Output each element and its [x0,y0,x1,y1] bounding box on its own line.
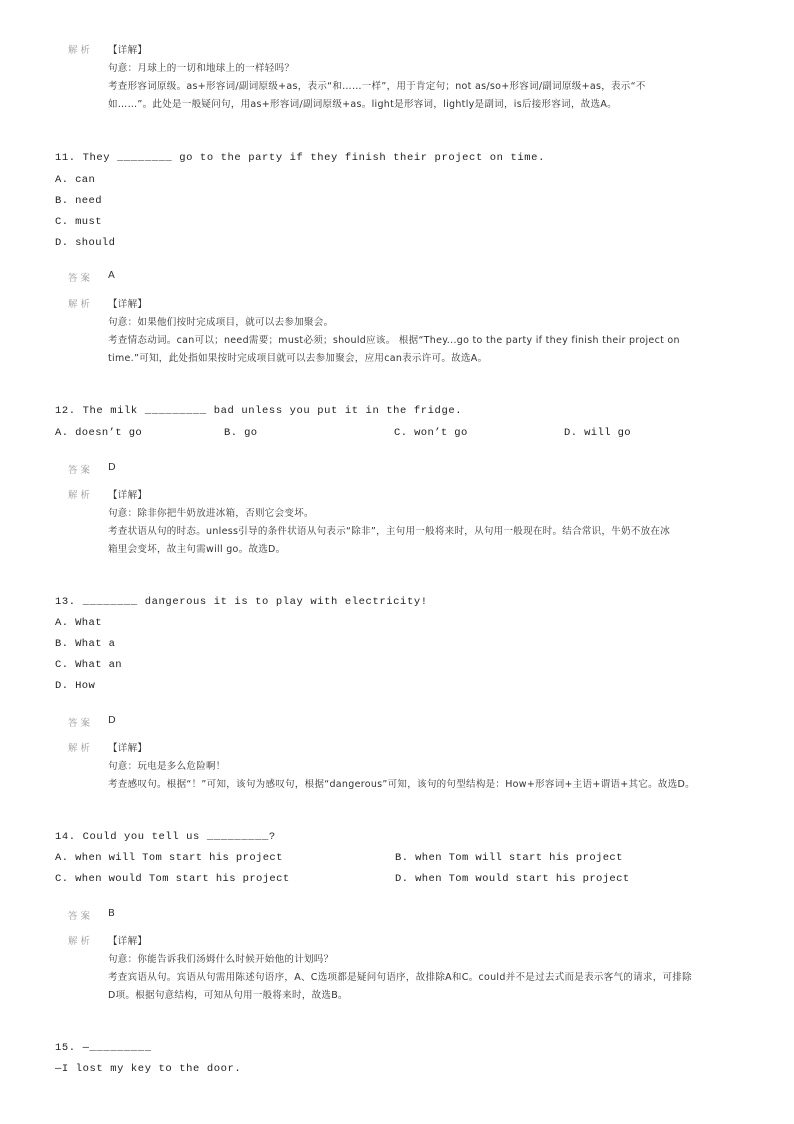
option-d[interactable]: D. should [55,237,116,249]
explanation-line: time.”可知，此处指如果按时完成项目就可以去参加聚会，应用can表示许可。故选A。 [108,353,488,364]
explanation-line: 考查宾语从句。宾语从句需用陈述句语序，A、C选项都是疑问句语序，故排除A和C。could并不是过去式而是表示客气的请求，可排除 [108,972,692,983]
explanation-line: 如……”。此处是一般疑问句，用as+形容词/副词原级+as。light是形容词，lightly是副词，is后接形容词，故选A。 [108,99,617,110]
option-c[interactable]: C. when would Tom start his project [55,873,290,885]
detail-heading: 【详解】 [108,936,148,947]
analysis-label: 解析 [68,490,94,501]
option-b[interactable]: B. when Tom will start his project [395,852,623,864]
detail-heading: 【详解】 [108,299,148,310]
dialogue-line: —I lost my key to the door. [55,1063,242,1075]
explanation-line: 句意：玩电是多么危险啊！ [108,761,226,772]
analysis-label: 解析 [68,299,94,310]
explanation-line: 考查状语从句的时态。unless引导的条件状语从句表示“除非”，主句用一般将来时，从句用一般现在时。结合常识，牛奶不放在冰 [108,526,671,537]
answer-label: 答案 [68,465,94,476]
question-stem: 15. —_________ [55,1042,152,1054]
option-c[interactable]: C. won’t go [394,427,468,439]
question-stem: 11. They ________ go to the party if they finish their project on time. [55,152,545,164]
option-a[interactable]: A. What [55,617,102,629]
analysis-label: 解析 [68,743,94,754]
explanation-line: 句意：如果他们按时完成项目，就可以去参加聚会。 [108,317,334,328]
answer-label: 答案 [68,718,94,729]
explanation-line: 句意：月球上的一切和地球上的一样轻吗？ [108,63,295,74]
question-stem: 14. Could you tell us _________? [55,831,276,843]
detail-heading: 【详解】 [108,45,148,56]
explanation-line: 句意：你能告诉我们汤姆什么时候开始他的计划吗？ [108,954,334,965]
question-stem: 13. ________ dangerous it is to play with electricity! [55,596,428,608]
answer-value: A [108,270,115,281]
option-d[interactable]: D. when Tom would start his project [395,873,630,885]
detail-heading: 【详解】 [108,743,148,754]
option-b[interactable]: B. need [55,195,102,207]
explanation-line: 箱里会变坏，故主句需will go。故选D。 [108,544,286,555]
analysis-label: 解析 [68,936,94,947]
answer-value: D [108,462,116,473]
answer-label: 答案 [68,911,94,922]
question-stem: 12. The milk _________ bad unless you put it in the fridge. [55,405,463,417]
analysis-label: 解析 [68,45,94,56]
answer-label: 答案 [68,273,94,284]
detail-heading: 【详解】 [108,490,148,501]
answer-value: D [108,715,116,726]
explanation-line: 考查情态动词。can可以；need需要；must必须；should应该。 根据“They...go to the party if they finish their project on [108,335,680,346]
explanation-line: D项。根据句意结构，可知从句用一般将来时，故选B。 [108,990,348,1001]
explanation-line: 考查感叹句。根据“！”可知，该句为感叹句，根据“dangerous”可知，该句的句型结构是：How+形容词+主语+谓语+其它。故选D。 [108,779,695,790]
option-a[interactable]: A. doesn’t go [55,427,143,439]
option-b[interactable]: B. go [224,427,258,439]
option-a[interactable]: A. can [55,174,96,186]
option-c[interactable]: C. must [55,216,102,228]
explanation-line: 句意：除非你把牛奶放进冰箱，否则它会变坏。 [108,508,314,519]
answer-value: B [108,908,115,919]
option-a[interactable]: A. when will Tom start his project [55,852,283,864]
option-d[interactable]: D. will go [564,427,632,439]
option-c[interactable]: C. What an [55,659,123,671]
option-b[interactable]: B. What a [55,638,116,650]
explanation-line: 考查形容词原级。as+形容词/副词原级+as，表示“和……一样”，用于肯定句；not as/so+形容词/副词原级+as，表示“不 [108,81,646,92]
option-d[interactable]: D. How [55,680,96,692]
